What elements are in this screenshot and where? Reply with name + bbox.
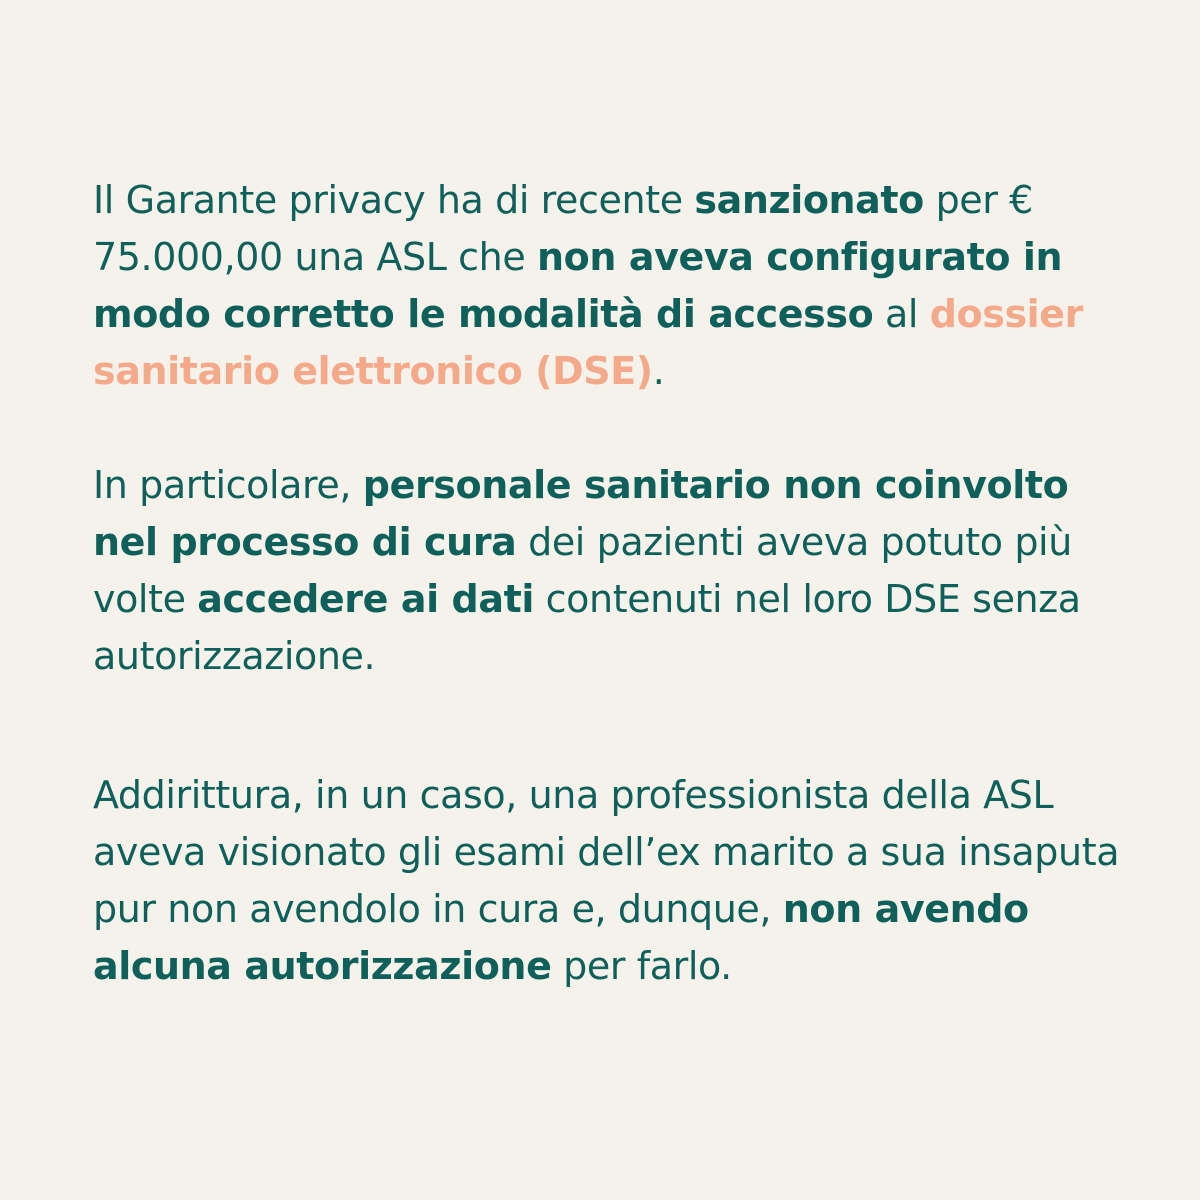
paragraph-1-text-3: al xyxy=(873,292,930,336)
paragraph-1-bold-misconfiguration: non aveva configurato in modo corretto le modalità di accesso xyxy=(93,235,1063,336)
paragraph-particulars xyxy=(93,457,1123,685)
paragraph-1-highlight-dse: dossier sanitario elettronico (DSE) xyxy=(93,292,1084,393)
paragraph-1-text-4: . xyxy=(652,349,665,393)
article-body xyxy=(93,172,1123,995)
paragraph-2-bold-staff: personale sanitario non coinvolto nel processo di cura xyxy=(93,463,1069,564)
paragraph-2-text-1: In particolare, xyxy=(93,463,363,507)
paragraph-2-bold-access: accedere ai dati xyxy=(197,577,534,621)
paragraph-example-case xyxy=(93,767,1123,995)
paragraph-1-text-2: per € 75.000,00 una ASL che xyxy=(93,178,1033,279)
paragraph-3-text-1: Addirittura, in un caso, una professionista della ASL aveva visionato gli esami dell’ex marito a sua insaputa pur non avendolo in cura e, dunque, xyxy=(93,773,1120,931)
paragraph-2-text-2: dei pazienti aveva potuto più volte xyxy=(93,520,1072,621)
paragraph-2-text-3: contenuti nel loro DSE senza autorizzazione. xyxy=(93,577,1081,678)
paragraph-3-text-2: per farlo. xyxy=(551,944,732,988)
paragraph-1-text-1: Il Garante privacy ha di recente xyxy=(93,178,695,222)
paragraph-sanction xyxy=(93,172,1123,400)
paragraph-1-bold-sanctioned: sanzionato xyxy=(694,178,924,222)
paragraph-3-bold-no-authorization: non avendo alcuna autorizzazione xyxy=(93,887,1029,988)
